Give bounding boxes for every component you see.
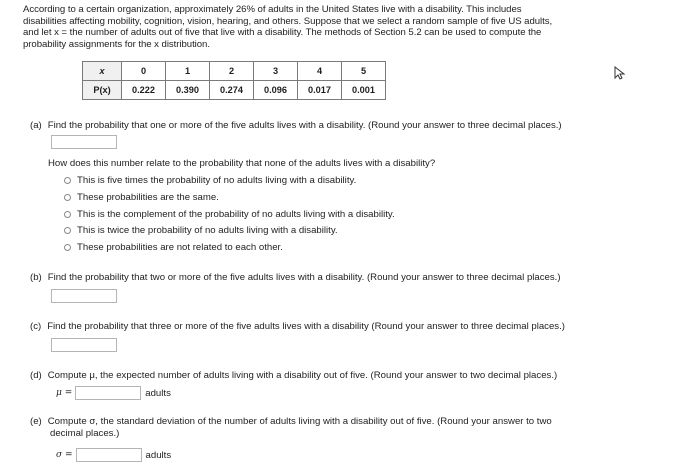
part-b-question — [30, 272, 561, 283]
radio-button[interactable] — [64, 177, 71, 184]
part-e-unit: adults — [145, 449, 172, 461]
option-label: These probabilities are the same. — [77, 192, 219, 203]
p-value: 0.274 — [210, 81, 254, 100]
part-c-question — [30, 321, 565, 332]
option-complement[interactable] — [64, 209, 395, 220]
intro-line-2: disabilities affecting mobility, cognition, vision, hearing, and others. Suppose that we select a random sample of five US adults, — [23, 15, 553, 27]
x-value: 0 — [122, 62, 166, 81]
part-b-text: Find the probability that two or more of the five adults lives with a disability. (Round your answer to three decimal places.) — [47, 272, 561, 283]
part-a-answer-input[interactable] — [51, 135, 117, 149]
p-value: 0.390 — [166, 81, 210, 100]
part-e-answer-row — [56, 448, 171, 462]
p-row — [83, 81, 386, 100]
p-value: 0.096 — [254, 81, 298, 100]
part-d-answer-row — [56, 386, 171, 400]
x-value: 3 — [254, 62, 298, 81]
part-a-text: Find the probability that one or more of the five adults lives with a disability. (Round your answer to three decimal places.) — [47, 120, 562, 131]
sigma-symbol: σ = — [56, 450, 73, 460]
x-value: 1 — [166, 62, 210, 81]
part-d-answer-input[interactable] — [75, 386, 141, 400]
option-label: These probabilities are not related to each other. — [77, 242, 283, 253]
p-value: 0.017 — [298, 81, 342, 100]
x-value: 2 — [210, 62, 254, 81]
part-e-text-line-1: Compute σ, the standard deviation of the number of adults living with a disability out of five. (Round your answer to two — [47, 416, 552, 427]
part-a-followup: How does this number relate to the probability that none of the adults lives with a disability? — [48, 158, 436, 169]
option-label: This is the complement of the probability of no adults living with a disability. — [77, 209, 395, 220]
part-e-label: (e) — [30, 416, 42, 427]
part-d-text: Compute μ, the expected number of adults living with a disability out of five. (Round your answer to two decimal places.) — [47, 370, 558, 381]
part-c-label: (c) — [30, 321, 42, 332]
part-b-label: (b) — [30, 272, 42, 283]
option-label: This is twice the probability of no adults living with a disability. — [77, 225, 338, 236]
part-b-answer-input[interactable] — [51, 289, 117, 303]
intro-line-3: and let x = the number of adults out of five that live with a disability. The methods of Section 5.2 can be used to compute the — [23, 27, 542, 39]
x-value: 4 — [298, 62, 342, 81]
x-header: x — [83, 62, 122, 81]
radio-button[interactable] — [64, 244, 71, 251]
option-not-related[interactable] — [64, 242, 283, 253]
option-same[interactable] — [64, 192, 219, 203]
radio-button[interactable] — [64, 194, 71, 201]
option-five-times[interactable] — [64, 175, 356, 186]
option-twice[interactable] — [64, 225, 338, 236]
x-row — [83, 62, 386, 81]
option-label: This is five times the probability of no adults living with a disability. — [77, 175, 357, 186]
p-header: P(x) — [83, 81, 122, 100]
part-e-answer-input[interactable] — [76, 448, 142, 462]
part-d-question — [30, 370, 557, 381]
p-value: 0.222 — [122, 81, 166, 100]
radio-button[interactable] — [64, 211, 71, 218]
part-e-question — [30, 416, 552, 439]
radio-button[interactable] — [64, 227, 71, 234]
part-c-answer-input[interactable] — [51, 338, 117, 352]
mu-symbol: μ = — [56, 388, 73, 398]
problem-intro — [23, 4, 663, 50]
intro-line-1: According to a certain organization, approximately 26% of adults in the United States live with a disability. This includes — [23, 4, 522, 15]
part-a-label: (a) — [30, 120, 42, 131]
part-d-unit: adults — [145, 387, 171, 399]
p-value: 0.001 — [342, 81, 386, 100]
part-d-label: (d) — [30, 370, 42, 381]
mouse-cursor-icon — [613, 66, 627, 80]
part-a-question — [30, 120, 562, 131]
intro-line-4: probability assignments for the x distribution. — [23, 38, 210, 50]
x-value: 5 — [342, 62, 386, 81]
part-e-text-line-2: decimal places.) — [50, 427, 120, 439]
part-c-text: Find the probability that three or more of the five adults lives with a disability (Round your answer to three decimal places.) — [47, 321, 565, 332]
probability-distribution-table — [82, 61, 386, 100]
